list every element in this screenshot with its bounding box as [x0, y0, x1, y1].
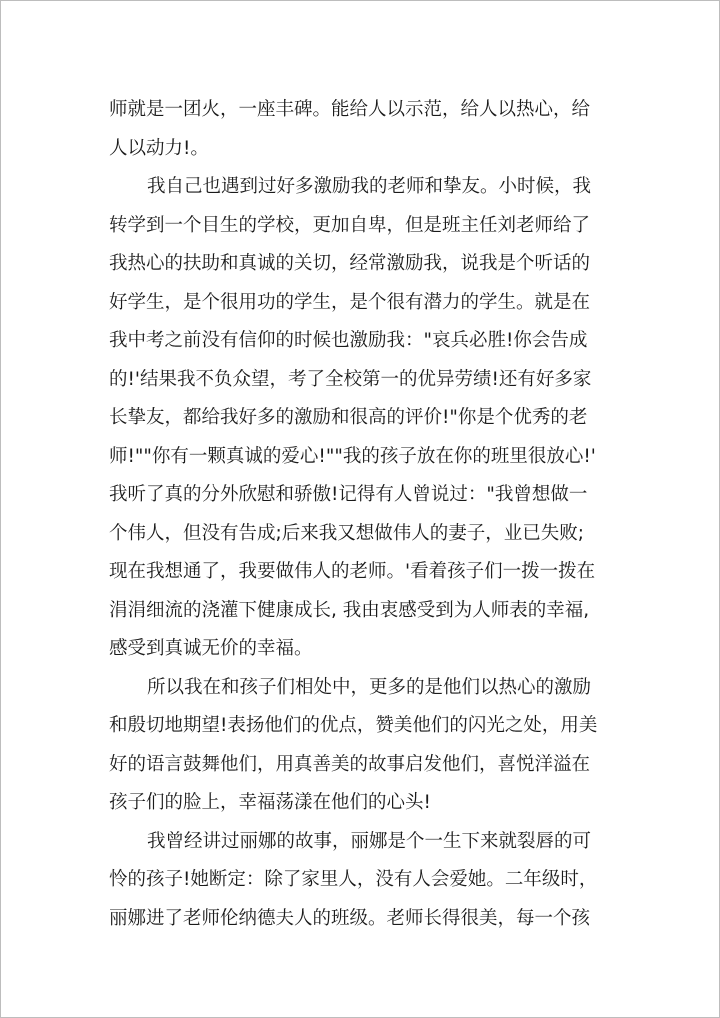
text-line: 丽娜进了老师伦纳德夫人的班级。老师长得很美，每一个孩 — [109, 907, 591, 929]
text-line: 感受到真诚无价的幸福。 — [109, 638, 313, 659]
text-line: 我自己也遇到过好多激励我的老师和挚友。小时候，我 — [147, 176, 592, 197]
text-line: 人以动力!。 — [109, 137, 209, 159]
text-line: 好学生，是个很用功的学生，是个很有潜力的学生。就是在 — [109, 291, 591, 313]
text-line: 我中考之前没有信仰的时候也激励我："哀兵必胜!你会告成 — [109, 330, 588, 351]
text-line: 好的语言鼓舞他们，用真善美的故事启发他们，喜悦洋溢在 — [109, 753, 591, 775]
text-line: 和殷切地期望!表扬他们的优点，赞美他们的闪光之处，用美 — [109, 715, 598, 736]
text-line: 现在我想通了，我要做伟人的老师。'看着孩子们一拨一拨在 — [109, 561, 596, 582]
text-line: 怜的孩子!她断定：除了家里人，没有人会爱她。二年级时， — [109, 869, 598, 890]
text-line: 师就是一团火，一座丰碑。能给人以示范，给人以热心，给 — [109, 99, 591, 120]
text-line: 转学到一个目生的学校，更加自卑，但是班主任刘老师给了 — [109, 214, 591, 236]
text-line: 师!""你有一颗真诚的爱心!""我的孩子放在你的班里很放心!' — [109, 445, 596, 467]
text-line: 我热心的扶助和真诚的关切，经常激励我，说我是个听话的 — [109, 253, 591, 274]
text-line: 个伟人，但没有告成;后来我又想做伟人的妻子，业已失败; — [109, 522, 584, 544]
text-line: 我曾经讲过丽娜的故事，丽娜是个一生下来就裂唇的可 — [147, 830, 592, 852]
text-line: 所以我在和孩子们相处中，更多的是他们以热心的激励 — [147, 676, 592, 698]
text-line: 长挚友，都给我好多的激励和很高的评价!"你是个优秀的老 — [109, 407, 588, 428]
text-line: 的!'结果我不负众望，考了全校第一的优异劳绩!还有好多家 — [109, 368, 592, 390]
text-line: 孩子们的脸上，幸福荡漾在他们的心头! — [109, 792, 431, 813]
body-text — [109, 91, 614, 938]
text-line: 涓涓细流的浇灌下健康成长, 我由衷感受到为人师表的幸福, — [109, 599, 590, 621]
text-line: 我听了真的分外欣慰和骄傲!记得有人曾说过："我曾想做一 — [109, 484, 588, 505]
